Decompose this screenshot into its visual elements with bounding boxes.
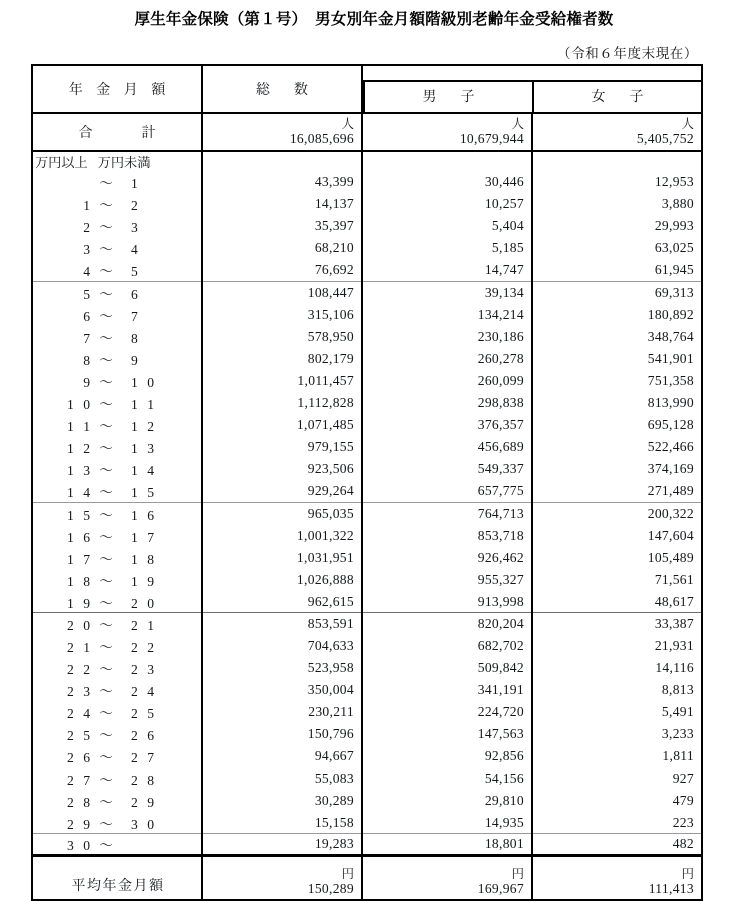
bracket-tilde: ～ [99, 706, 113, 722]
row-value-total: 94,667 [202, 745, 362, 767]
bracket-lower-bound: 1 1 [67, 419, 93, 435]
table-row [32, 745, 702, 767]
row-value-female: 29,993 [654, 218, 694, 234]
row-value-female: 21,931 [654, 638, 694, 654]
bracket-lower-bound: 2 5 [67, 728, 93, 744]
table-row [32, 193, 702, 215]
bracket-range-cell [32, 502, 202, 524]
bracket-unit-blank-total [202, 151, 362, 171]
row-value-female: 751,358 [647, 372, 694, 388]
row-value-male: 657,775 [362, 480, 532, 502]
row-value-total: 68,210 [202, 237, 362, 259]
row-value-female: 348,764 [647, 328, 694, 344]
row-value-male: 376,357 [362, 414, 532, 436]
bracket-tilde: ～ [99, 529, 113, 545]
bracket-upper-bound: 2 5 [131, 706, 157, 722]
column-header-female: 女 子 [532, 80, 701, 112]
average-label: 平均年金月額 [32, 856, 202, 900]
bracket-tilde: ～ [99, 684, 113, 700]
row-value-female: 12,953 [654, 174, 694, 190]
row-value-female: 14,116 [655, 660, 694, 676]
row-value-total: 14,137 [202, 193, 362, 215]
bracket-upper-bound: 1 0 [131, 374, 157, 390]
column-header-male-host [362, 65, 532, 113]
bracket-upper-bound: 1 6 [131, 507, 157, 523]
average-row [32, 856, 702, 900]
row-value-male: 29,810 [362, 790, 532, 812]
bracket-lower-bound: 1 8 [67, 573, 93, 589]
row-value-total: 853,591 [202, 613, 362, 635]
table-row [32, 635, 702, 657]
average-value-total [202, 856, 362, 900]
row-value-female: 482 [532, 834, 702, 856]
bracket-lower-bound: 1 [83, 198, 93, 214]
row-value-total: 43,399 [202, 171, 362, 193]
table-row [32, 348, 702, 370]
row-value-male: 820,204 [362, 613, 532, 635]
row-value-total: 230,211 [202, 701, 362, 723]
bracket-upper-unit: 万円未満 [97, 155, 151, 170]
row-value-total: 30,289 [202, 790, 362, 812]
row-value-male: 913,998 [362, 591, 532, 613]
bracket-range-cell [32, 414, 202, 436]
bracket-tilde: ～ [99, 352, 113, 368]
bracket-lower-bound: 1 6 [67, 529, 93, 545]
bracket-upper-bound: 8 [131, 330, 141, 346]
bracket-upper-bound: 6 [131, 286, 141, 302]
row-value-male: 224,720 [362, 701, 532, 723]
bracket-lower-bound: 3 0 [67, 838, 93, 854]
bracket-upper-bound: 1 4 [131, 463, 157, 479]
bracket-lower-bound: 2 8 [67, 794, 93, 810]
bracket-tilde: ～ [99, 573, 113, 589]
table-row [32, 525, 702, 547]
bracket-upper-bound: 1 7 [131, 529, 157, 545]
bracket-unit-row [32, 151, 702, 171]
row-value-total: 1,112,828 [202, 392, 362, 414]
bracket-range-cell [32, 370, 202, 392]
table-row [32, 259, 702, 281]
unit-label-people-male: 人 [511, 117, 524, 132]
unit-label-yen-male: 円 [511, 866, 524, 881]
bracket-tilde: ～ [99, 419, 113, 435]
row-value-total: 923,506 [202, 458, 362, 480]
row-value-male: 298,838 [362, 392, 532, 414]
bracket-tilde: ～ [99, 485, 113, 501]
table-row [32, 281, 702, 303]
table-row [32, 392, 702, 414]
column-header-pension-amount: 年 金 月 額 [32, 65, 202, 113]
row-value-female: 1,811 [662, 748, 694, 764]
table-footer [32, 856, 702, 900]
bracket-range-cell [32, 458, 202, 480]
bracket-tilde: ～ [99, 507, 113, 523]
row-value-male: 230,186 [362, 326, 532, 348]
row-value-female: 200,322 [647, 505, 694, 521]
table-row [32, 701, 702, 723]
column-header-total: 総 数 [202, 65, 362, 113]
row-value-female: 61,945 [532, 259, 702, 281]
table-row [32, 480, 702, 502]
table-row [32, 569, 702, 591]
bracket-range-cell [32, 635, 202, 657]
grand-total-value-total [202, 113, 362, 151]
bracket-lower-bound: 1 0 [67, 396, 93, 412]
bracket-range-cell [32, 392, 202, 414]
row-value-male: 926,462 [362, 547, 532, 569]
bracket-unit-blank-male [362, 151, 532, 171]
row-value-total: 523,958 [202, 657, 362, 679]
bracket-lower-bound: 3 [83, 242, 93, 258]
row-value-male: 14,935 [362, 812, 532, 834]
row-value-female: 105,489 [647, 549, 694, 565]
bracket-lower-bound: 6 [83, 308, 93, 324]
page-title: 厚生年金保険（第１号） 男女別年金月額階級別老齢年金受給権者数 [134, 9, 614, 28]
bracket-unit-blank-female [532, 151, 702, 171]
unit-label-people-total: 人 [341, 117, 354, 132]
bracket-tilde: ～ [99, 662, 113, 678]
bracket-range-cell [32, 525, 202, 547]
row-value-male: 955,327 [362, 569, 532, 591]
bracket-unit-label [32, 151, 202, 171]
bracket-range-cell [32, 348, 202, 370]
bracket-tilde: ～ [99, 264, 113, 280]
bracket-tilde: ～ [99, 396, 113, 412]
bracket-range-cell [32, 723, 202, 745]
bracket-range-cell [32, 679, 202, 701]
bracket-lower-bound: 1 7 [67, 551, 93, 567]
bracket-lower-bound: 1 4 [67, 485, 93, 501]
row-value-total: 979,155 [202, 436, 362, 458]
column-header-female-host [532, 65, 702, 113]
table-row [32, 679, 702, 701]
bracket-upper-bound: 9 [131, 352, 141, 368]
row-value-male: 92,856 [362, 745, 532, 767]
bracket-upper-bound: 7 [131, 308, 141, 324]
bracket-tilde: ～ [99, 838, 113, 854]
page-subtitle: （令和６年度末現在） [557, 46, 698, 61]
row-value-total: 1,071,485 [202, 414, 362, 436]
grand-total-value-male [362, 113, 532, 151]
bracket-upper-bound: 3 [131, 220, 141, 236]
table-row [32, 591, 702, 613]
average-number-total: 150,289 [307, 880, 354, 896]
bracket-lower-bound: 2 2 [67, 662, 93, 678]
bracket-upper-bound: 4 [131, 242, 141, 258]
row-value-female: 695,128 [647, 417, 694, 433]
average-value-male [362, 856, 532, 900]
bracket-upper-bound: 1 1 [131, 396, 157, 412]
bracket-lower-bound: 7 [83, 330, 93, 346]
row-value-male: 39,134 [362, 281, 532, 303]
bracket-range-cell [32, 790, 202, 812]
row-value-total: 150,796 [202, 723, 362, 745]
table-body [32, 171, 702, 856]
row-value-female: 71,561 [654, 571, 694, 587]
table-row [32, 326, 702, 348]
row-value-male: 549,337 [362, 458, 532, 480]
row-value-female: 374,169 [647, 461, 694, 477]
row-value-total: 35,397 [202, 215, 362, 237]
table-row [32, 215, 702, 237]
bracket-range-cell [32, 812, 202, 834]
row-value-total: 962,615 [202, 591, 362, 613]
bracket-lower-bound: 9 [83, 374, 93, 390]
bracket-upper-bound: 1 5 [131, 485, 157, 501]
table-header [32, 65, 702, 171]
row-value-total: 15,158 [202, 812, 362, 834]
bracket-lower-bound: 2 9 [67, 816, 93, 832]
row-value-total: 76,692 [202, 259, 362, 281]
bracket-tilde: ～ [99, 176, 113, 192]
bracket-lower-bound: 8 [83, 352, 93, 368]
bracket-tilde: ～ [99, 308, 113, 324]
bracket-lower-bound: 5 [83, 286, 93, 302]
grand-total-label: 合 計 [32, 113, 202, 151]
bracket-lower-unit: 万円以上 [35, 155, 88, 170]
row-value-total: 704,633 [202, 635, 362, 657]
table-row [32, 458, 702, 480]
bracket-range-cell [32, 701, 202, 723]
bracket-tilde: ～ [99, 463, 113, 479]
row-value-female: 522,466 [647, 439, 694, 455]
row-value-male: 14,747 [362, 259, 532, 281]
bracket-range-cell [32, 613, 202, 635]
bracket-upper-bound: 2 7 [131, 750, 157, 766]
bracket-range-cell [32, 281, 202, 303]
bracket-lower-bound: 2 3 [67, 684, 93, 700]
row-value-male: 54,156 [362, 768, 532, 790]
pension-table-container [31, 64, 701, 901]
bracket-upper-bound: 2 [131, 198, 141, 214]
grand-total-number-female: 5,405,752 [636, 131, 694, 147]
row-value-total: 350,004 [202, 679, 362, 701]
bracket-range-cell [32, 326, 202, 348]
bracket-tilde: ～ [99, 640, 113, 656]
table-row [32, 657, 702, 679]
bracket-range-cell [32, 745, 202, 767]
bracket-upper-bound: 3 0 [131, 816, 157, 832]
row-value-female: 813,990 [647, 394, 694, 410]
row-value-total: 55,083 [202, 768, 362, 790]
bracket-tilde: ～ [99, 618, 113, 634]
bracket-upper-bound: 1 3 [131, 441, 157, 457]
row-value-male: 10,257 [362, 193, 532, 215]
table-row [32, 304, 702, 326]
row-value-total: 1,026,888 [202, 569, 362, 591]
table-row [32, 436, 702, 458]
row-value-female: 63,025 [654, 240, 694, 256]
bracket-range-cell [32, 834, 202, 856]
unit-label-people-female: 人 [681, 117, 694, 132]
bracket-lower-bound: 1 2 [67, 441, 93, 457]
bracket-lower-bound: 4 [83, 264, 93, 280]
bracket-tilde: ～ [99, 816, 113, 832]
bracket-range-cell [32, 480, 202, 502]
table-row [32, 237, 702, 259]
bracket-upper-bound: 1 [131, 176, 141, 192]
bracket-upper-bound: 2 9 [131, 794, 157, 810]
bracket-upper-bound: 2 2 [131, 640, 157, 656]
row-value-female: 3,880 [661, 196, 694, 212]
bracket-tilde: ～ [99, 728, 113, 744]
table-row [32, 171, 702, 193]
bracket-lower-bound: 2 [83, 220, 93, 236]
bracket-tilde: ～ [99, 242, 113, 258]
table-row [32, 547, 702, 569]
column-header-male: 男 子 [363, 80, 532, 112]
row-value-total: 315,106 [202, 304, 362, 326]
row-value-female: 927 [672, 770, 694, 786]
row-value-male: 456,689 [362, 436, 532, 458]
row-value-total: 108,447 [202, 281, 362, 303]
row-value-male: 134,214 [362, 304, 532, 326]
bracket-lower-bound: 2 4 [67, 706, 93, 722]
row-value-female: 48,617 [532, 591, 702, 613]
bracket-range-cell [32, 768, 202, 790]
average-number-male: 169,967 [477, 880, 524, 896]
bracket-range-cell [32, 237, 202, 259]
average-number-female: 111,413 [648, 880, 694, 896]
bracket-lower-bound: 1 9 [67, 595, 93, 611]
bracket-range-cell [32, 193, 202, 215]
bracket-lower-bound: 1 5 [67, 507, 93, 523]
bracket-upper-bound: 2 4 [131, 684, 157, 700]
bracket-upper-bound: 2 6 [131, 728, 157, 744]
row-value-female: 69,313 [654, 284, 694, 300]
row-value-female: 5,491 [661, 704, 694, 720]
row-value-male: 5,185 [362, 237, 532, 259]
bracket-lower-bound: 1 3 [67, 463, 93, 479]
bracket-upper-bound: 1 8 [131, 551, 157, 567]
average-value-female [532, 856, 702, 900]
table-row [32, 502, 702, 524]
table-row [32, 812, 702, 834]
table-row [32, 613, 702, 635]
row-value-total: 802,179 [202, 348, 362, 370]
grand-total-number-total: 16,085,696 [289, 131, 354, 147]
row-value-total: 1,031,951 [202, 547, 362, 569]
unit-label-yen-female: 円 [681, 866, 694, 881]
bracket-tilde: ～ [99, 374, 113, 390]
row-value-total: 965,035 [202, 502, 362, 524]
row-value-male: 260,278 [362, 348, 532, 370]
bracket-tilde: ～ [99, 441, 113, 457]
bracket-range-cell [32, 547, 202, 569]
bracket-tilde: ～ [99, 330, 113, 346]
bracket-upper-bound: 1 2 [131, 419, 157, 435]
grand-total-number-male: 10,679,944 [459, 131, 524, 147]
table-row [32, 370, 702, 392]
bracket-lower-bound: 2 0 [67, 618, 93, 634]
bracket-range-cell [32, 591, 202, 613]
bracket-lower-bound: 2 1 [67, 640, 93, 656]
bracket-tilde: ～ [99, 198, 113, 214]
row-value-female: 147,604 [647, 527, 694, 543]
bracket-upper-bound: 1 9 [131, 573, 157, 589]
bracket-upper-bound: 2 3 [131, 662, 157, 678]
table-row [32, 834, 702, 856]
row-value-total: 1,001,322 [202, 525, 362, 547]
row-value-female: 33,387 [654, 616, 694, 632]
bracket-range-cell [32, 215, 202, 237]
row-value-male: 30,446 [362, 171, 532, 193]
table-row [32, 768, 702, 790]
row-value-female: 541,901 [647, 350, 694, 366]
row-value-male: 682,702 [362, 635, 532, 657]
bracket-tilde: ～ [99, 750, 113, 766]
bracket-tilde: ～ [99, 551, 113, 567]
table-row [32, 790, 702, 812]
bracket-upper-bound: 5 [131, 264, 141, 280]
bracket-tilde: ～ [99, 220, 113, 236]
row-value-male: 147,563 [362, 723, 532, 745]
grand-total-row [32, 113, 702, 151]
row-value-female: 479 [672, 792, 694, 808]
row-value-male: 509,842 [362, 657, 532, 679]
row-value-male: 764,713 [362, 502, 532, 524]
bracket-lower-bound: 2 7 [67, 772, 93, 788]
bracket-range-cell [32, 304, 202, 326]
row-value-total: 578,950 [202, 326, 362, 348]
table-row [32, 414, 702, 436]
bracket-range-cell [32, 171, 202, 193]
bracket-range-cell [32, 569, 202, 591]
row-value-male: 18,801 [362, 834, 532, 856]
bracket-tilde: ～ [99, 286, 113, 302]
bracket-range-cell [32, 657, 202, 679]
bracket-upper-bound: 2 8 [131, 772, 157, 788]
row-value-male: 5,404 [362, 215, 532, 237]
bracket-range-cell [32, 436, 202, 458]
bracket-lower-bound: 2 6 [67, 750, 93, 766]
unit-label-yen-total: 円 [341, 866, 354, 881]
row-value-male: 260,099 [362, 370, 532, 392]
row-value-total: 19,283 [202, 834, 362, 856]
row-value-total: 1,011,457 [202, 370, 362, 392]
bracket-tilde: ～ [99, 595, 113, 611]
pension-table [31, 64, 703, 901]
bracket-tilde: ～ [99, 772, 113, 788]
bracket-upper-bound: 2 0 [131, 595, 157, 611]
bracket-upper-bound: 2 1 [131, 618, 157, 634]
grand-total-value-female [532, 113, 702, 151]
row-value-female: 223 [532, 812, 702, 834]
row-value-total: 929,264 [202, 480, 362, 502]
header-row [32, 65, 702, 113]
row-value-female: 3,233 [661, 726, 694, 742]
row-value-male: 853,718 [362, 525, 532, 547]
row-value-female: 180,892 [647, 306, 694, 322]
row-value-female: 271,489 [532, 480, 702, 502]
table-row [32, 723, 702, 745]
bracket-range-cell [32, 259, 202, 281]
bracket-tilde: ～ [99, 794, 113, 810]
row-value-female: 8,813 [661, 682, 694, 698]
row-value-male: 341,191 [362, 679, 532, 701]
